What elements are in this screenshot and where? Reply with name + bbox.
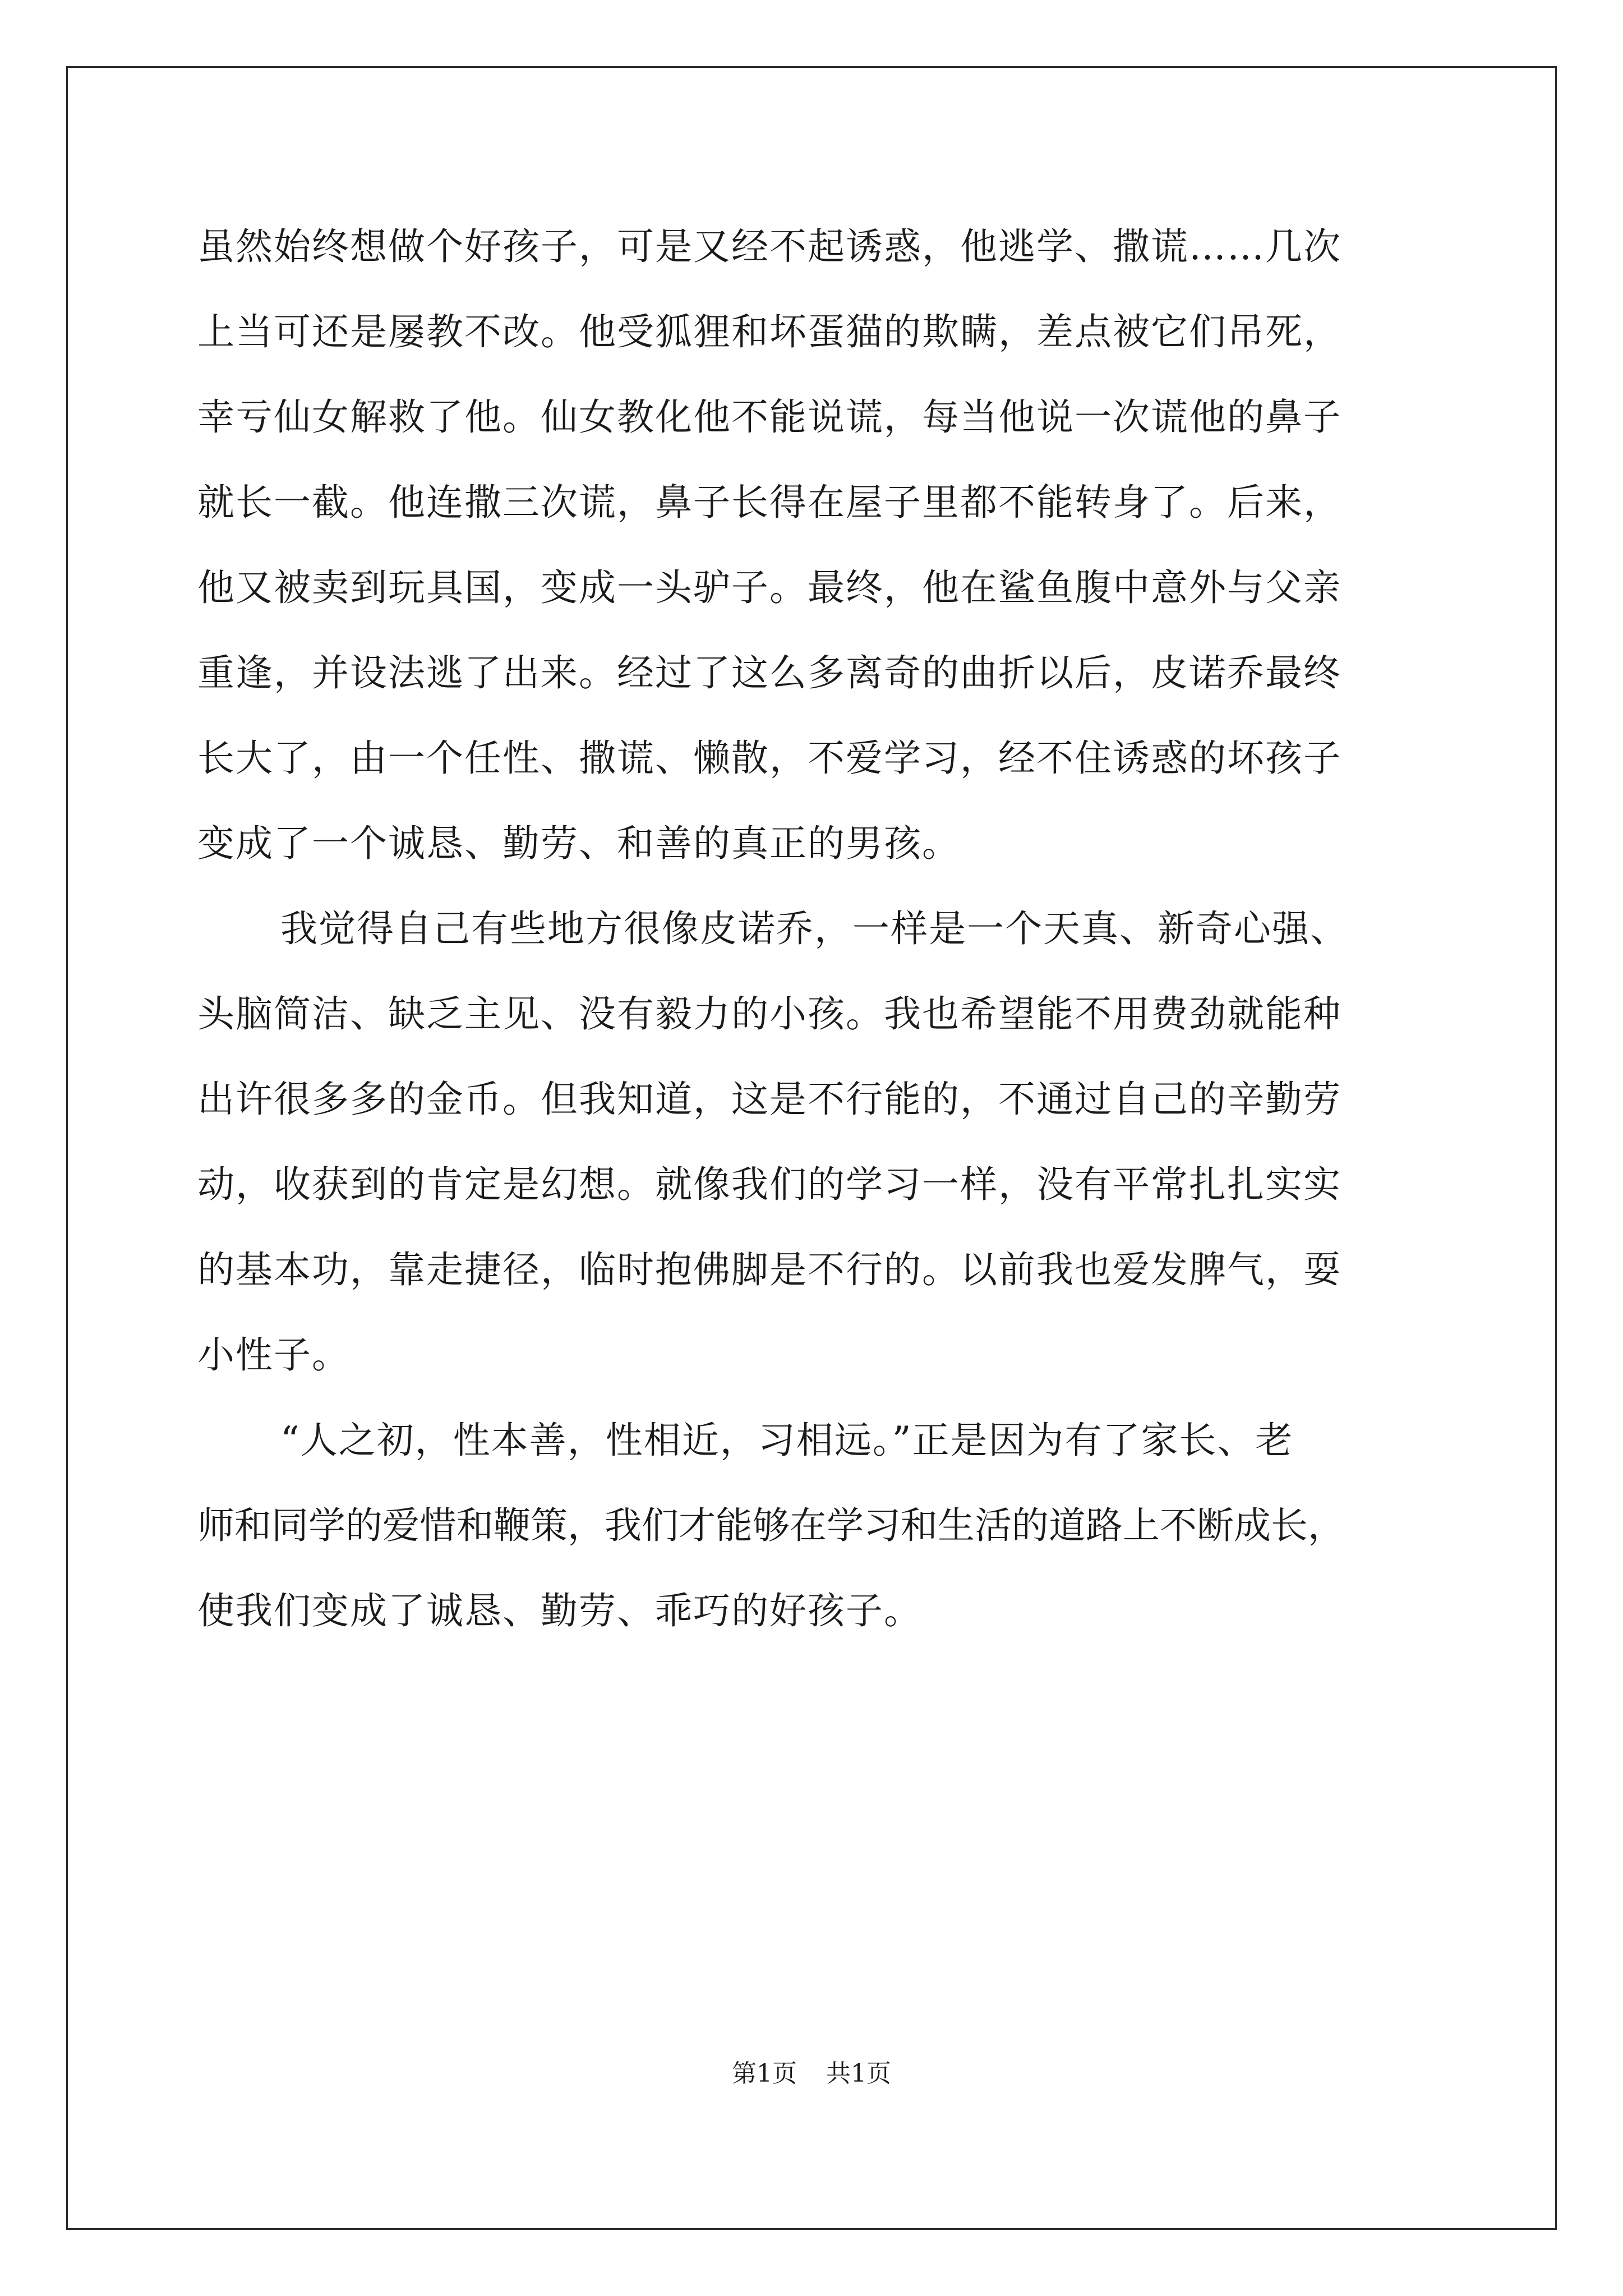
paragraph-start-line: “人之初，性本善，性相近，习相远。”正是因为有了家长、老 [280,1419,1294,1462]
page-number: 第1页 [732,2059,797,2088]
body-line: 他又被卖到玩具国，变成一头驴子。最终，他在鲨鱼腹中意外与父亲 [197,566,1341,609]
paragraph-start-line: 我觉得自己有些地方很像皮诺乔，一样是一个天真、新奇心强、 [280,907,1348,950]
body-line: 就长一截。他连撒三次谎，鼻子长得在屋子里都不能转身了。后来， [197,481,1341,524]
body-line: 上当可还是屡教不改。他受狐狸和坏蛋猫的欺瞒，差点被它们吊死， [197,310,1341,353]
body-line: 变成了一个诚恳、勤劳、和善的真正的男孩。 [197,822,960,865]
body-line: 头脑简洁、缺乏主见、没有毅力的小孩。我也希望能不用费劲就能种 [197,992,1341,1036]
body-line: 虽然始终想做个好孩子，可是又经不起诱惑，他逃学、撒谎……几次 [197,225,1341,268]
document-body [197,204,1435,1654]
body-line: 师和同学的爱惜和鞭策，我们才能够在学习和生活的道路上不断成长， [197,1504,1345,1547]
page-footer [0,2053,1623,2089]
body-line: 使我们变成了诚恳、勤劳、乖巧的好孩子。 [197,1589,922,1632]
page-total: 共1页 [826,2059,891,2088]
body-line: 小性子。 [197,1333,350,1377]
body-line: 重逢，并设法逃了出来。经过了这么多离奇的曲折以后，皮诺乔最终 [197,651,1341,694]
body-line: 出许很多多的金币。但我知道，这是不行能的，不通过自己的辛勤劳 [197,1078,1341,1121]
body-line: 幸亏仙女解救了他。仙女教化他不能说谎，每当他说一次谎他的鼻子 [197,395,1341,439]
body-line: 的基本功，靠走捷径，临时抱佛脚是不行的。以前我也爱发脾气，耍 [197,1248,1341,1291]
body-line: 长大了，由一个任性、撒谎、懒散，不爱学习，经不住诱惑的坏孩子 [197,737,1341,780]
body-line: 动，收获到的肯定是幻想。就像我们的学习一样，没有平常扎扎实实 [197,1163,1341,1206]
